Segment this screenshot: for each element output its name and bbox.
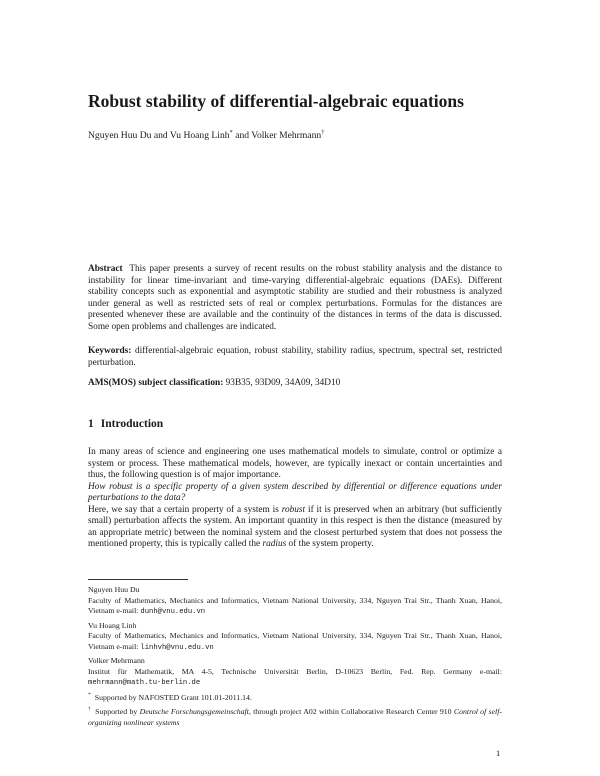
abstract-text: This paper presents a survey of recent results on the robust stability analysis and the distance to instability for linear time-invariant and time-varying differential-algebraic equations (DAEs). Different stability concepts such as exponential and asymptotic stability are studied and their robustness is analyzed under general as well as restricted sets of real or complex perturbations. Formulas for the distances are presented whenever these are available and the continuity of the distances in terms of the data is discussed. Some open problems and challenges are indicated. bbox=[88, 264, 502, 332]
affiliation-name: Nguyen Huu Du bbox=[88, 585, 140, 594]
ams-codes: 93B35, 93D09, 34A09, 34D10 bbox=[225, 378, 341, 388]
keywords bbox=[88, 346, 502, 369]
footnote-area bbox=[88, 585, 502, 728]
emphasis-robust: robust bbox=[281, 504, 306, 515]
section-heading bbox=[88, 418, 163, 430]
affiliation-address: Faculty of Mathematics, Mechanics and Informatics, Vietnam National University, 334, Nguyen Trai Str., Thanh Xuan, Hanoi, Vietnam e-mail: bbox=[88, 631, 502, 651]
intro-question-text: How robust is a specific property of a given system described by differential or difference equations under perturbations to the data? bbox=[88, 481, 502, 503]
introduction-body bbox=[88, 447, 502, 551]
abstract-label: Abstract bbox=[88, 264, 123, 274]
keywords-label: Keywords: bbox=[88, 346, 132, 356]
author-footnote-mark: † bbox=[321, 128, 325, 136]
affiliation-address: Faculty of Mathematics, Mechanics and Informatics, Vietnam National University, 334, Nguyen Trai Str., Thanh Xuan, Hanoi, Vietnam e-mail: bbox=[88, 595, 502, 615]
intro-text: Here, we say that a certain property of a system is bbox=[88, 504, 279, 515]
ams-classification bbox=[88, 378, 502, 390]
section-number: 1 bbox=[88, 418, 94, 430]
affiliation-name: Vu Hoang Linh bbox=[88, 620, 137, 630]
emphasis-radius: radius bbox=[262, 539, 287, 549]
footnote-emphasis: Control of self-organizing nonlinear systems bbox=[88, 707, 502, 727]
affiliation-address: Institut für Mathematik, MA 4-5, Technische Universität Berlin, D-10623 Berlin, Fed. Rep. Germany e-mail: bbox=[88, 666, 502, 676]
affiliation-name: Volker Mehrmann bbox=[88, 656, 145, 665]
footnote-mark: * bbox=[88, 691, 91, 698]
intro-text: if it is preserved when an arbitrary (but sufficiently small) perturbation affects the system. An important quantity in this respect is then the distance (measured by an appropriate metric) between the nominal system and the closest perturbed system that does not possess the mentioned property, this is typically called the bbox=[88, 504, 503, 549]
author-names: Nguyen Huu Du and Vu Hoang Linh bbox=[88, 130, 230, 141]
footnote-emphasis: Deutsche Forschungsgemeinschaft, bbox=[139, 707, 251, 716]
ams-label: AMS(MOS) subject classification: bbox=[88, 378, 224, 388]
affiliation bbox=[88, 656, 502, 689]
intro-paragraph: In many areas of science and engineering one uses mathematical models to simulate, control or optimize a system or process. These mathematical models, however, are typically inexact or contain uncertainties and thus, the following question is of major importance. bbox=[88, 447, 502, 480]
footnote-rule bbox=[88, 579, 188, 580]
section-title: Introduction bbox=[100, 418, 164, 430]
intro-text: of the system property. bbox=[288, 539, 374, 549]
email-link[interactable]: linhvh@vnu.edu.vn bbox=[140, 643, 214, 652]
page-number: 1 bbox=[496, 748, 501, 758]
keywords-text: differential-algebraic equation, robust stability, stability radius, spectrum, spectral set, restricted perturbation. bbox=[88, 346, 503, 368]
footnote bbox=[88, 693, 502, 704]
intro-question bbox=[88, 482, 502, 505]
footnote-text: Supported by NAFOSTED Grant 101.01-2011.14. bbox=[94, 692, 252, 702]
author-footnote-mark: * bbox=[229, 128, 233, 136]
footnote-text: through project A02 within Collaborative Research Center 910 bbox=[253, 707, 452, 716]
author-names: and Volker Mehrmann bbox=[235, 130, 322, 141]
affiliation bbox=[88, 621, 502, 654]
email-link[interactable]: mehrmann@math.tu-berlin.de bbox=[88, 679, 201, 687]
paper-title: Robust stability of differential-algebraic equations bbox=[88, 91, 464, 111]
footnote bbox=[88, 707, 502, 728]
footnote-text: Supported by bbox=[95, 707, 138, 716]
abstract bbox=[88, 264, 502, 333]
footnote-mark: † bbox=[88, 706, 92, 713]
affiliation bbox=[88, 585, 502, 618]
email-link[interactable]: dunh@vnu.edu.vn bbox=[140, 608, 206, 616]
intro-paragraph bbox=[88, 505, 502, 551]
author-line bbox=[88, 130, 538, 142]
